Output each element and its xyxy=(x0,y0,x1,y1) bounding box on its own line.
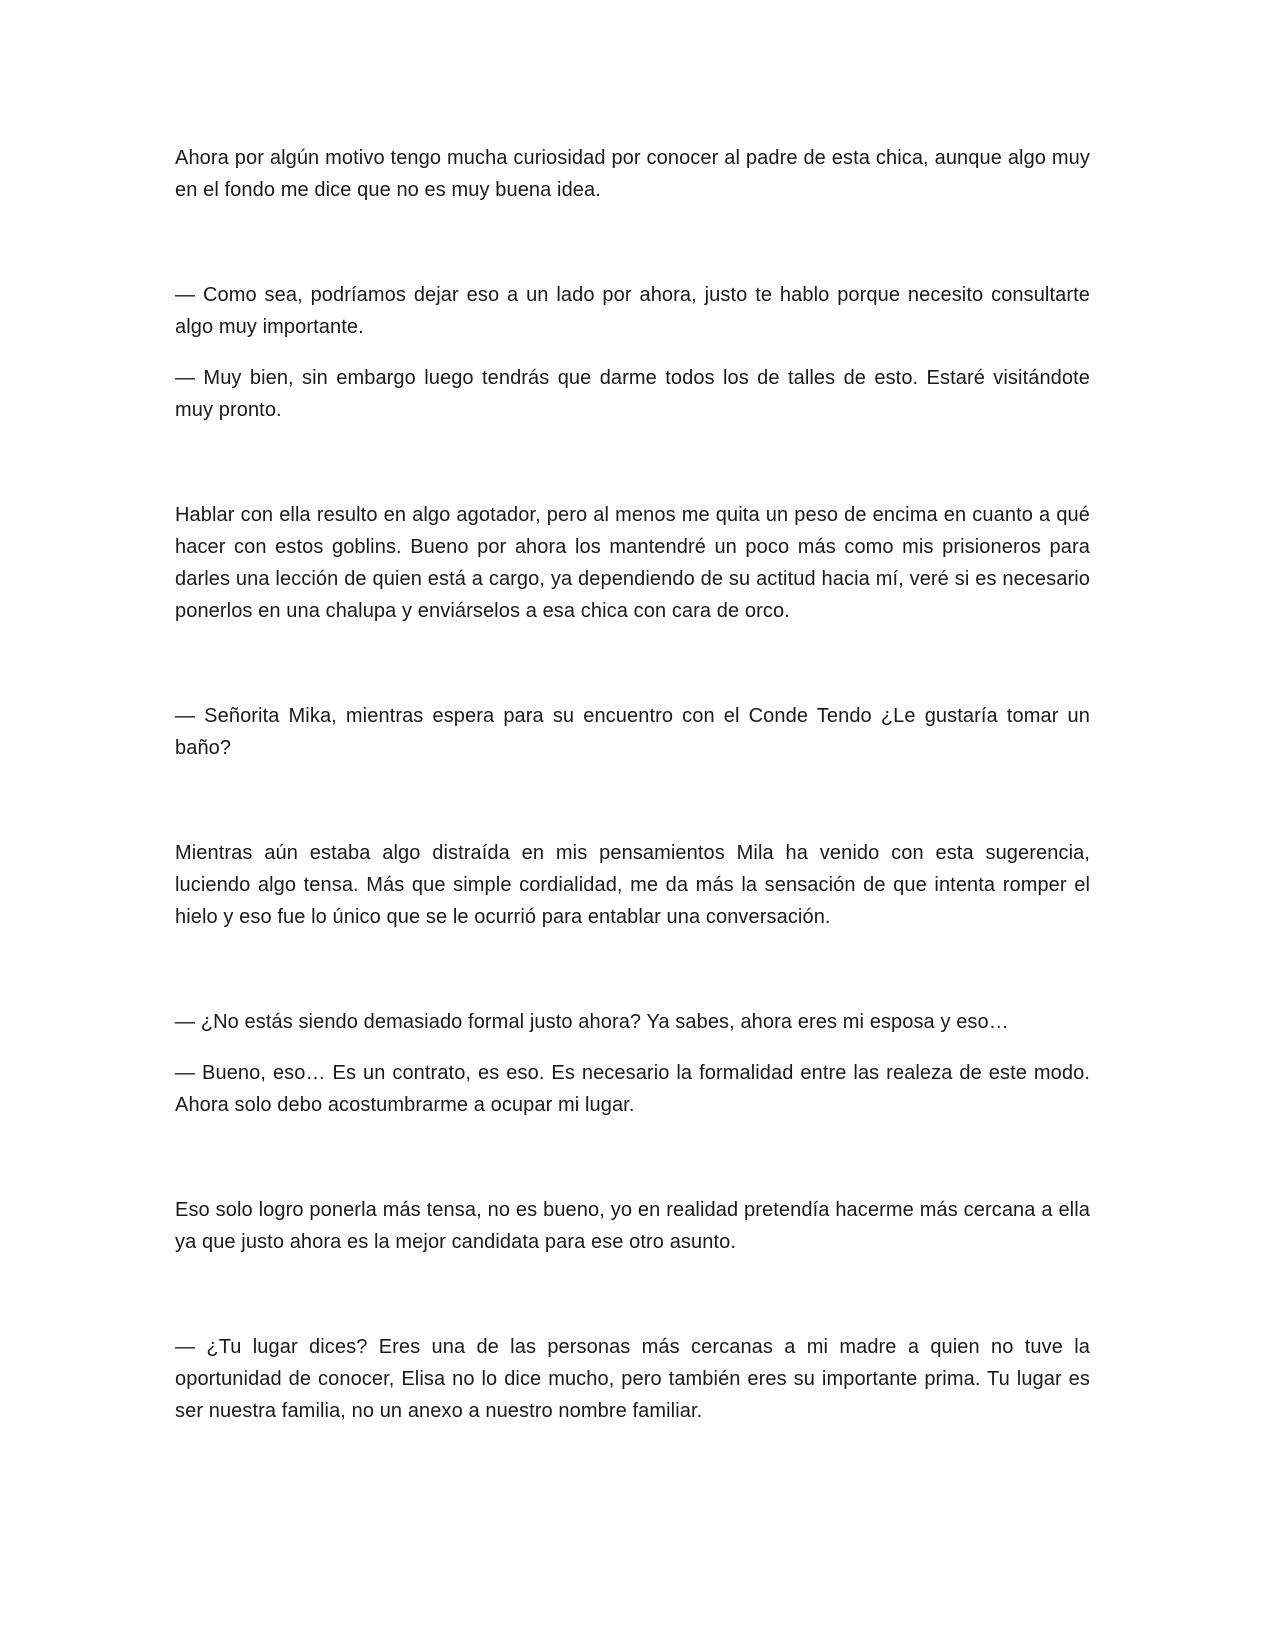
paragraph-dialogue: — Señorita Mika, mientras espera para su encuentro con el Conde Tendo ¿Le gustaría tomar un baño? xyxy=(175,705,1090,759)
paragraph-narration: Mientras aún estaba algo distraída en mis pensamientos Mila ha venido con esta sugerencia, luciendo algo tensa. Más que simple cordialidad, me da más la sensación de que intenta romper el hielo y eso fue lo único que se le ocurrió para entablar una conversación. xyxy=(175,842,1090,928)
text-column xyxy=(175,142,1090,1427)
paragraph-dialogue: — ¿No estás siendo demasiado formal justo ahora? Ya sabes, ahora eres mi esposa y eso… xyxy=(175,1011,1009,1033)
paragraph-narration: Hablar con ella resulto en algo agotador, pero al menos me quita un peso de encima en cuanto a qué hacer con estos goblins. Bueno por ahora los mantendré un poco más como mis prisioneros para darles una lección de quien está a cargo, ya dependiendo de su actitud hacia mí, veré si es necesario ponerlos en una chalupa y enviárselos a esa chica con cara de orco. xyxy=(175,504,1090,622)
paragraph-narration: Ahora por algún motivo tengo mucha curiosidad por conocer al padre de esta chica, aunque algo muy en el fondo me dice que no es muy buena idea. xyxy=(175,147,1090,201)
paragraph-dialogue: — Como sea, podríamos dejar eso a un lado por ahora, justo te hablo porque necesito consultarte algo muy importante. xyxy=(175,284,1090,338)
paragraph-dialogue: — ¿Tu lugar dices? Eres una de las personas más cercanas a mi madre a quien no tuve la oportunidad de conocer, Elisa no lo dice mucho, pero también eres su importante prima. Tu lugar es ser nuestra familia, no un anexo a nuestro nombre familiar. xyxy=(175,1336,1090,1422)
paragraph-narration: Eso solo logro ponerla más tensa, no es bueno, yo en realidad pretendía hacerme más cercana a ella ya que justo ahora es la mejor candidata para ese otro asunto. xyxy=(175,1199,1090,1253)
paragraph-dialogue: — Bueno, eso… Es un contrato, es eso. Es necesario la formalidad entre las realeza de este modo. Ahora solo debo acostumbrarme a ocupar mi lugar. xyxy=(175,1062,1090,1116)
paragraph-dialogue: — Muy bien, sin embargo luego tendrás que darme todos los de talles de esto. Estaré visitándote muy pronto. xyxy=(175,367,1090,421)
